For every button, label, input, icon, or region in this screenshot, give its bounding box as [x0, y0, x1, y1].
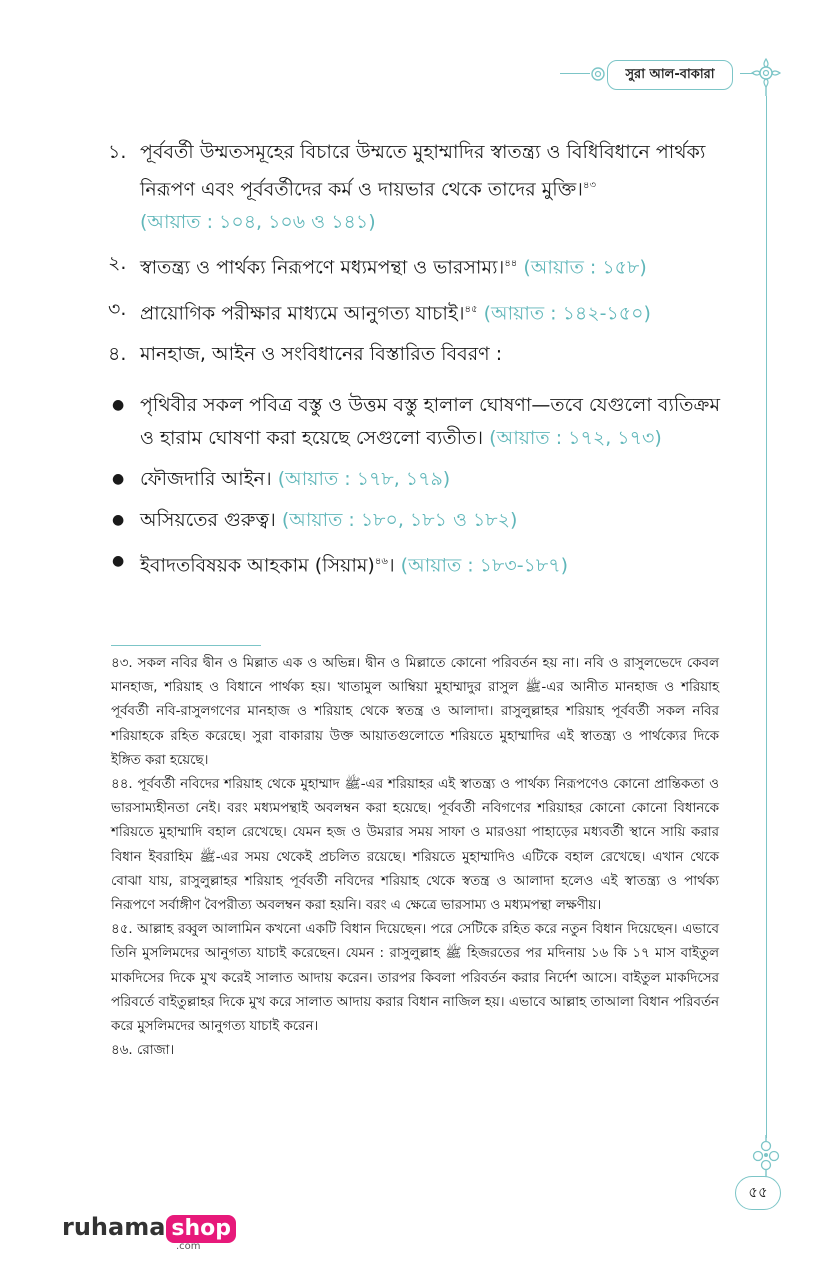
item-body [140, 338, 502, 371]
page-number-text: ৫৫ [748, 1182, 768, 1201]
item-text: পূর্ববর্তী উম্মতসমূহের বিচারে উম্মতে মুহাম্মাদির স্বাতন্ত্র্য ও বিধিবিধানে পার্থক্য নিরূপণ এবং পূর্ববর্তীদের কর্ম ও দায়ভার থেকে তাদের মুক্তি। [140, 141, 706, 201]
page-number [735, 1176, 781, 1210]
item-text: প্রায়োগিক পরীক্ষার মাধ্যমে আনুগত্য যাচাই। [140, 301, 465, 324]
bullet-item [108, 545, 720, 582]
footnote-marker: ৪৫ [464, 303, 478, 315]
bullet-dot-icon: ● [112, 511, 125, 528]
logo-shop-badge: shop [166, 1215, 236, 1243]
bullet-body [140, 504, 517, 537]
footnote: ৪৪. পূর্ববর্তী নবিদের শরিয়াহ থেকে মুহাম্মাদ ﷺ-এর শরিয়াহর এই স্বাতন্ত্র্য ও পার্থক্য নিরূপণেও কোনো প্রান্তিকতা ও ভারসাম্যহীনতা নেই। বরং মধ্যমপন্থাই অবলম্বন করা হয়েছে। পূর্ববর্তী নবিগণের শরিয়াহর কোনো কোনো বিধানকে শরিয়তে মুহাম্মাদি বহাল রেখেছে। যেমন হজ ও উমরার সময় সাফা ও মারওয়া পাহাড়ের মধ্যবর্তী স্থানে সায়ি করার বিধান ইবরাহিম ﷺ-এর সময় থেকেই প্রচলিত রয়েছে। শরিয়তে মুহাম্মাদিও এটিকে বহাল রেখেছে। এখান থেকে বোঝা যায়, রাসুলুল্লাহর শরিয়াহ পূর্ববর্তী নবিদের শরিয়াহ থেকে স্বতন্ত্র ও আলাদা হলেও এই স্বাতন্ত্র্য ও পার্থক্য নিরূপণে সর্বাঙ্গীণ বৈপরীত্য অবলম্বন করা হয়নি। বরং এ ক্ষেত্রে ভারসাম্য ও মধ্যমপন্থা লক্ষণীয়। [111, 777, 719, 914]
bullet-body [140, 545, 568, 582]
logo-wordmark: ruhama [62, 1213, 166, 1241]
footnote: ৪৫. আল্লাহ রব্বুল আলামিন কখনো একটি বিধান দিয়েছেন। পরে সেটিকে রহিত করে নতুন বিধান দিয়েছেন। এভাবে তিনি মুসলিমদের আনুগত্য যাচাই করেছেন। যেমন : রাসুলুল্লাহ ﷺ হিজরতের পর মদিনায় ১৬ কি ১৭ মাস বাইতুল মাকদিসের দিকে মুখ করেই সালাত আদায় করেন। তারপর কিবলা পরিবর্তন করার নির্দেশ আসে। বাইতুল মাকদিসের পরিবর্তে বাইতুল্লাহর দিকে মুখ করে সালাত আদায় করার বিধান নাজিল হয়। এভাবে আল্লাহ তাআলা বিধান পরিবর্তন করে মুসলিমদের আনুগত্য যাচাই করেন। [111, 922, 720, 1035]
ayah-reference: (আয়াত : ১৪২-১৫০) [483, 301, 651, 324]
footnote-separator [111, 645, 261, 646]
item-text: মানহাজ, আইন ও সংবিধানের বিস্তারিত বিবরণ : [140, 342, 503, 365]
item-body [140, 136, 720, 239]
item-number: ২. [108, 252, 127, 275]
corner-flourish-icon [748, 56, 784, 96]
footnote: ৪৬. রোজা। [111, 1043, 175, 1059]
numbered-item [108, 247, 720, 284]
footnote: ৪৩. সকল নবির দ্বীন ও মিল্লাত এক ও অভিন্ন। দ্বীন ও মিল্লাতে কোনো পরিবর্তন হয় না। নবি ও রাসুলভেদে কেবল মানহাজ, শরিয়াহ ও বিধানে পার্থক্য হয়। খাতামুল আম্বিয়া মুহাম্মাদুর রাসুল ﷺ-এর আনীত মানহাজ ও শরিয়াহ পূর্ববর্তী নবি-রাসুলগণের মানহাজ ও শরিয়াহ থেকে স্বতন্ত্র ও আলাদা। রাসুলুল্লাহর শরিয়াহ পূর্ববর্তী সকল নবির শরিয়াহকে রহিত করেছে। সুরা বাকারায় উক্ত আয়াতগুলোতে শরিয়তে মুহাম্মাদির এই স্বাতন্ত্র্য ও পার্থক্যের দিকে ইঙ্গিত করা হয়েছে। [111, 656, 719, 768]
ayah-reference: (আয়াত : ১৭৮, ১৭৯) [277, 467, 451, 490]
numbered-item [108, 293, 720, 330]
item-number: ৩. [108, 297, 127, 320]
bullet-item [108, 389, 720, 455]
page-number-ornament-icon [744, 1135, 788, 1179]
main-content [108, 136, 720, 590]
ayah-reference: (আয়াত : ১৫৮) [523, 256, 647, 279]
bullet-body [140, 463, 450, 496]
ayah-reference: (আয়াত : ১৮৩-১৮৭) [400, 554, 568, 577]
chapter-title-box [607, 60, 733, 90]
bullet-dot-icon: ● [112, 470, 125, 487]
bullet-text: পৃথিবীর সকল পবিত্র বস্তু ও উত্তম বস্তু হালাল ঘোষণা—তবে যেগুলো ব্যতিক্রম ও হারাম ঘোষণা করা হয়েছে সেগুলো ব্যতীত। [140, 393, 720, 449]
footnote-marker: ৪৪ [504, 258, 518, 270]
bullet-item [108, 463, 720, 496]
footnote-marker: ৪৬ [374, 555, 388, 567]
numbered-item [108, 136, 720, 239]
header-rule-left [560, 73, 590, 74]
bullet-dot-icon: ● [112, 396, 125, 413]
bullet-text: ইবাদতবিষয়ক আহকাম (সিয়াম) [140, 554, 375, 577]
footnotes [111, 652, 719, 1063]
item-body [140, 247, 647, 284]
footnote-marker: ৪৩ [582, 180, 596, 191]
numbered-item [108, 338, 720, 371]
bullet-dot-icon: ● [112, 552, 125, 569]
item-number: ৪. [108, 342, 127, 365]
item-text: স্বাতন্ত্র্য ও পার্থক্য নিরূপণে মধ্যমপন্থা ও ভারসাম্য। [140, 256, 505, 279]
page-border-line [766, 96, 767, 1138]
bullet-body [140, 389, 720, 455]
ruhama-shop-logo [62, 1213, 236, 1252]
item-number: ১. [108, 141, 127, 163]
bullet-text: অসিয়তের গুরুত্ব। [140, 508, 276, 531]
bullet-text: ফৌজদারি আইন। [140, 467, 272, 490]
bullet-text-end: । [387, 554, 395, 577]
item-body [140, 293, 651, 330]
chapter-title: সুরা আল-বাকারা [625, 66, 715, 82]
ayah-reference: (আয়াত : ১০৪, ১০৬ ও ১৪১) [140, 211, 376, 234]
ayah-reference: (আয়াত : ১৭২, ১৭৩) [489, 426, 662, 449]
header-left-ornament-icon [588, 64, 608, 84]
ayah-reference: (আয়াত : ১৮০, ১৮১ ও ১৮২) [281, 508, 518, 531]
logo-domain: .com [176, 1241, 201, 1252]
bullet-item [108, 504, 720, 537]
